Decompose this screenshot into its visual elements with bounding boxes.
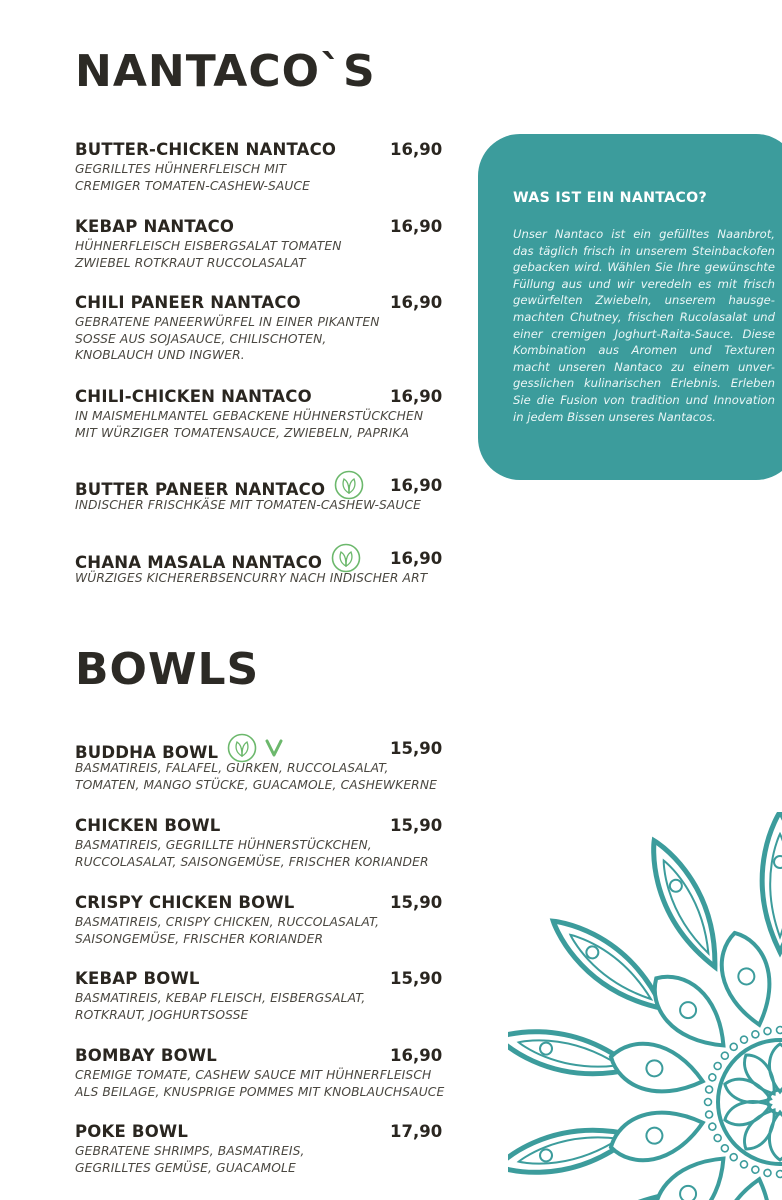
item-name: KEBAP NANTACO: [75, 217, 235, 236]
item-description: GEBRATENE PANEERWÜRFEL IN EINER PIKANTEN SOSSE AUS SOJASAUCE, CHILISCHOTEN, KNOBLAUCH UND INGWER.: [75, 315, 380, 362]
nantaco-info-box: [478, 134, 782, 480]
item-price: 16,90: [390, 140, 443, 159]
item-name: BUTTER-CHICKEN NANTACO: [75, 140, 337, 159]
item-price: 16,90: [390, 387, 443, 406]
mandala-decoration-icon: [508, 812, 782, 1200]
bowls-title: BOWLS: [75, 644, 260, 695]
item-price: 15,90: [390, 969, 443, 988]
item-price: 16,90: [390, 476, 443, 495]
nantacos-title: NANTACO`S: [75, 46, 376, 97]
item-name: BUTTER PANEER NANTACO: [75, 480, 326, 500]
info-box-text: Unser Nantaco ist ein gefülltes Naanbrot, das täglich frisch in unserem Steinbackofen gebacken wird. Wählen Sie Ihre gewünschte Füllung aus und wir veredeln es mit frisch gewürfelten Zwiebeln, unserem hausge-machten Chutney, frischen Rucolasalat und einer cremigen Joghurt-Raita-Sauce. Diese Kombination aus Aromen und Texturen macht unseren Nantaco zu einem unver-gesslichen kulinarischen Erlebnis. Erleben Sie die Fusion von tradition und Innovation in jedem Bissen unseres Nantacos.: [513, 227, 775, 424]
item-description: BASMATIREIS, KEBAP FLEISCH, EISBERGSALAT, ROTKRAUT, JOGHURTSOSSE: [75, 991, 366, 1022]
menu-item: [75, 140, 475, 194]
item-description: CREMIGE TOMATE, CASHEW SAUCE MIT HÜHNERFLEISCH ALS BEILAGE, KNUSPRIGE POMMES MIT KNOBLAUCHSAUCE: [75, 1068, 445, 1099]
menu-item: [75, 893, 475, 947]
item-price: 16,90: [390, 217, 443, 236]
menu-item: [75, 293, 475, 364]
item-name: BOMBAY BOWL: [75, 1046, 217, 1065]
menu-item: [75, 217, 475, 271]
item-name: CHILI-CHICKEN NANTACO: [75, 387, 312, 406]
menu-item: [75, 739, 475, 793]
item-price: 16,90: [390, 549, 443, 568]
item-name: CHILI PANEER NANTACO: [75, 293, 301, 312]
item-price: 16,90: [390, 1046, 443, 1065]
item-description: GEGRILLTES HÜHNERFLEISCH MIT CREMIGER TOMATEN-CASHEW-SAUCE: [75, 162, 311, 193]
info-box-title: WAS IST EIN NANTACO?: [513, 190, 708, 206]
menu-item: [75, 476, 475, 514]
vegan-leaf-icon: [334, 470, 364, 500]
item-price: 15,90: [390, 893, 443, 912]
item-price: 16,90: [390, 293, 443, 312]
menu-item: [75, 816, 475, 870]
item-name: KEBAP BOWL: [75, 969, 200, 988]
item-name: CHANA MASALA NANTACO: [75, 553, 323, 573]
menu-item: [75, 1122, 475, 1176]
item-description: IN MAISMEHLMANTEL GEBACKENE HÜHNERSTÜCKCHEN MIT WÜRZIGER TOMATENSAUCE, ZWIEBELN, PAPRIKA: [75, 409, 424, 440]
item-description: BASMATIREIS, FALAFEL, GURKEN, RUCCOLASALAT, TOMATEN, MANGO STÜCKE, GUACAMOLE, CASHEWKERNE: [75, 761, 437, 792]
item-name: BUDDHA BOWL: [75, 743, 219, 763]
item-price: 15,90: [390, 816, 443, 835]
item-description: HÜHNERFLEISCH EISBERGSALAT TOMATEN ZWIEBEL ROTKRAUT RUCCOLASALAT: [75, 239, 342, 270]
item-name: CRISPY CHICKEN BOWL: [75, 893, 295, 912]
item-description: INDISCHER FRISCHKÄSE MIT TOMATEN-CASHEW-SAUCE: [75, 498, 422, 512]
menu-item: [75, 1046, 475, 1100]
menu-item: [75, 969, 475, 1023]
vegan-leaf-icon: [227, 733, 257, 763]
item-description: GEBRATENE SHRIMPS, BASMATIREIS, GEGRILLTES GEMÜSE, GUACAMOLE: [75, 1144, 305, 1175]
vegan-leaf-icon: [331, 543, 361, 573]
item-name: POKE BOWL: [75, 1122, 189, 1141]
item-name: CHICKEN BOWL: [75, 816, 221, 835]
item-description: WÜRZIGES KICHERERBSENCURRY NACH INDISCHER ART: [75, 571, 428, 585]
item-price: 15,90: [390, 739, 443, 758]
item-description: BASMATIREIS, CRISPY CHICKEN, RUCCOLASALAT, SAISONGEMÜSE, FRISCHER KORIANDER: [75, 915, 380, 946]
item-price: 17,90: [390, 1122, 443, 1141]
menu-item: [75, 387, 475, 441]
vegetarian-v-icon: [265, 738, 283, 758]
item-description: BASMATIREIS, GEGRILLTE HÜHNERSTÜCKCHEN, RUCCOLASALAT, SAISONGEMÜSE, FRISCHER KORIANDER: [75, 838, 429, 869]
menu-item: [75, 549, 475, 587]
